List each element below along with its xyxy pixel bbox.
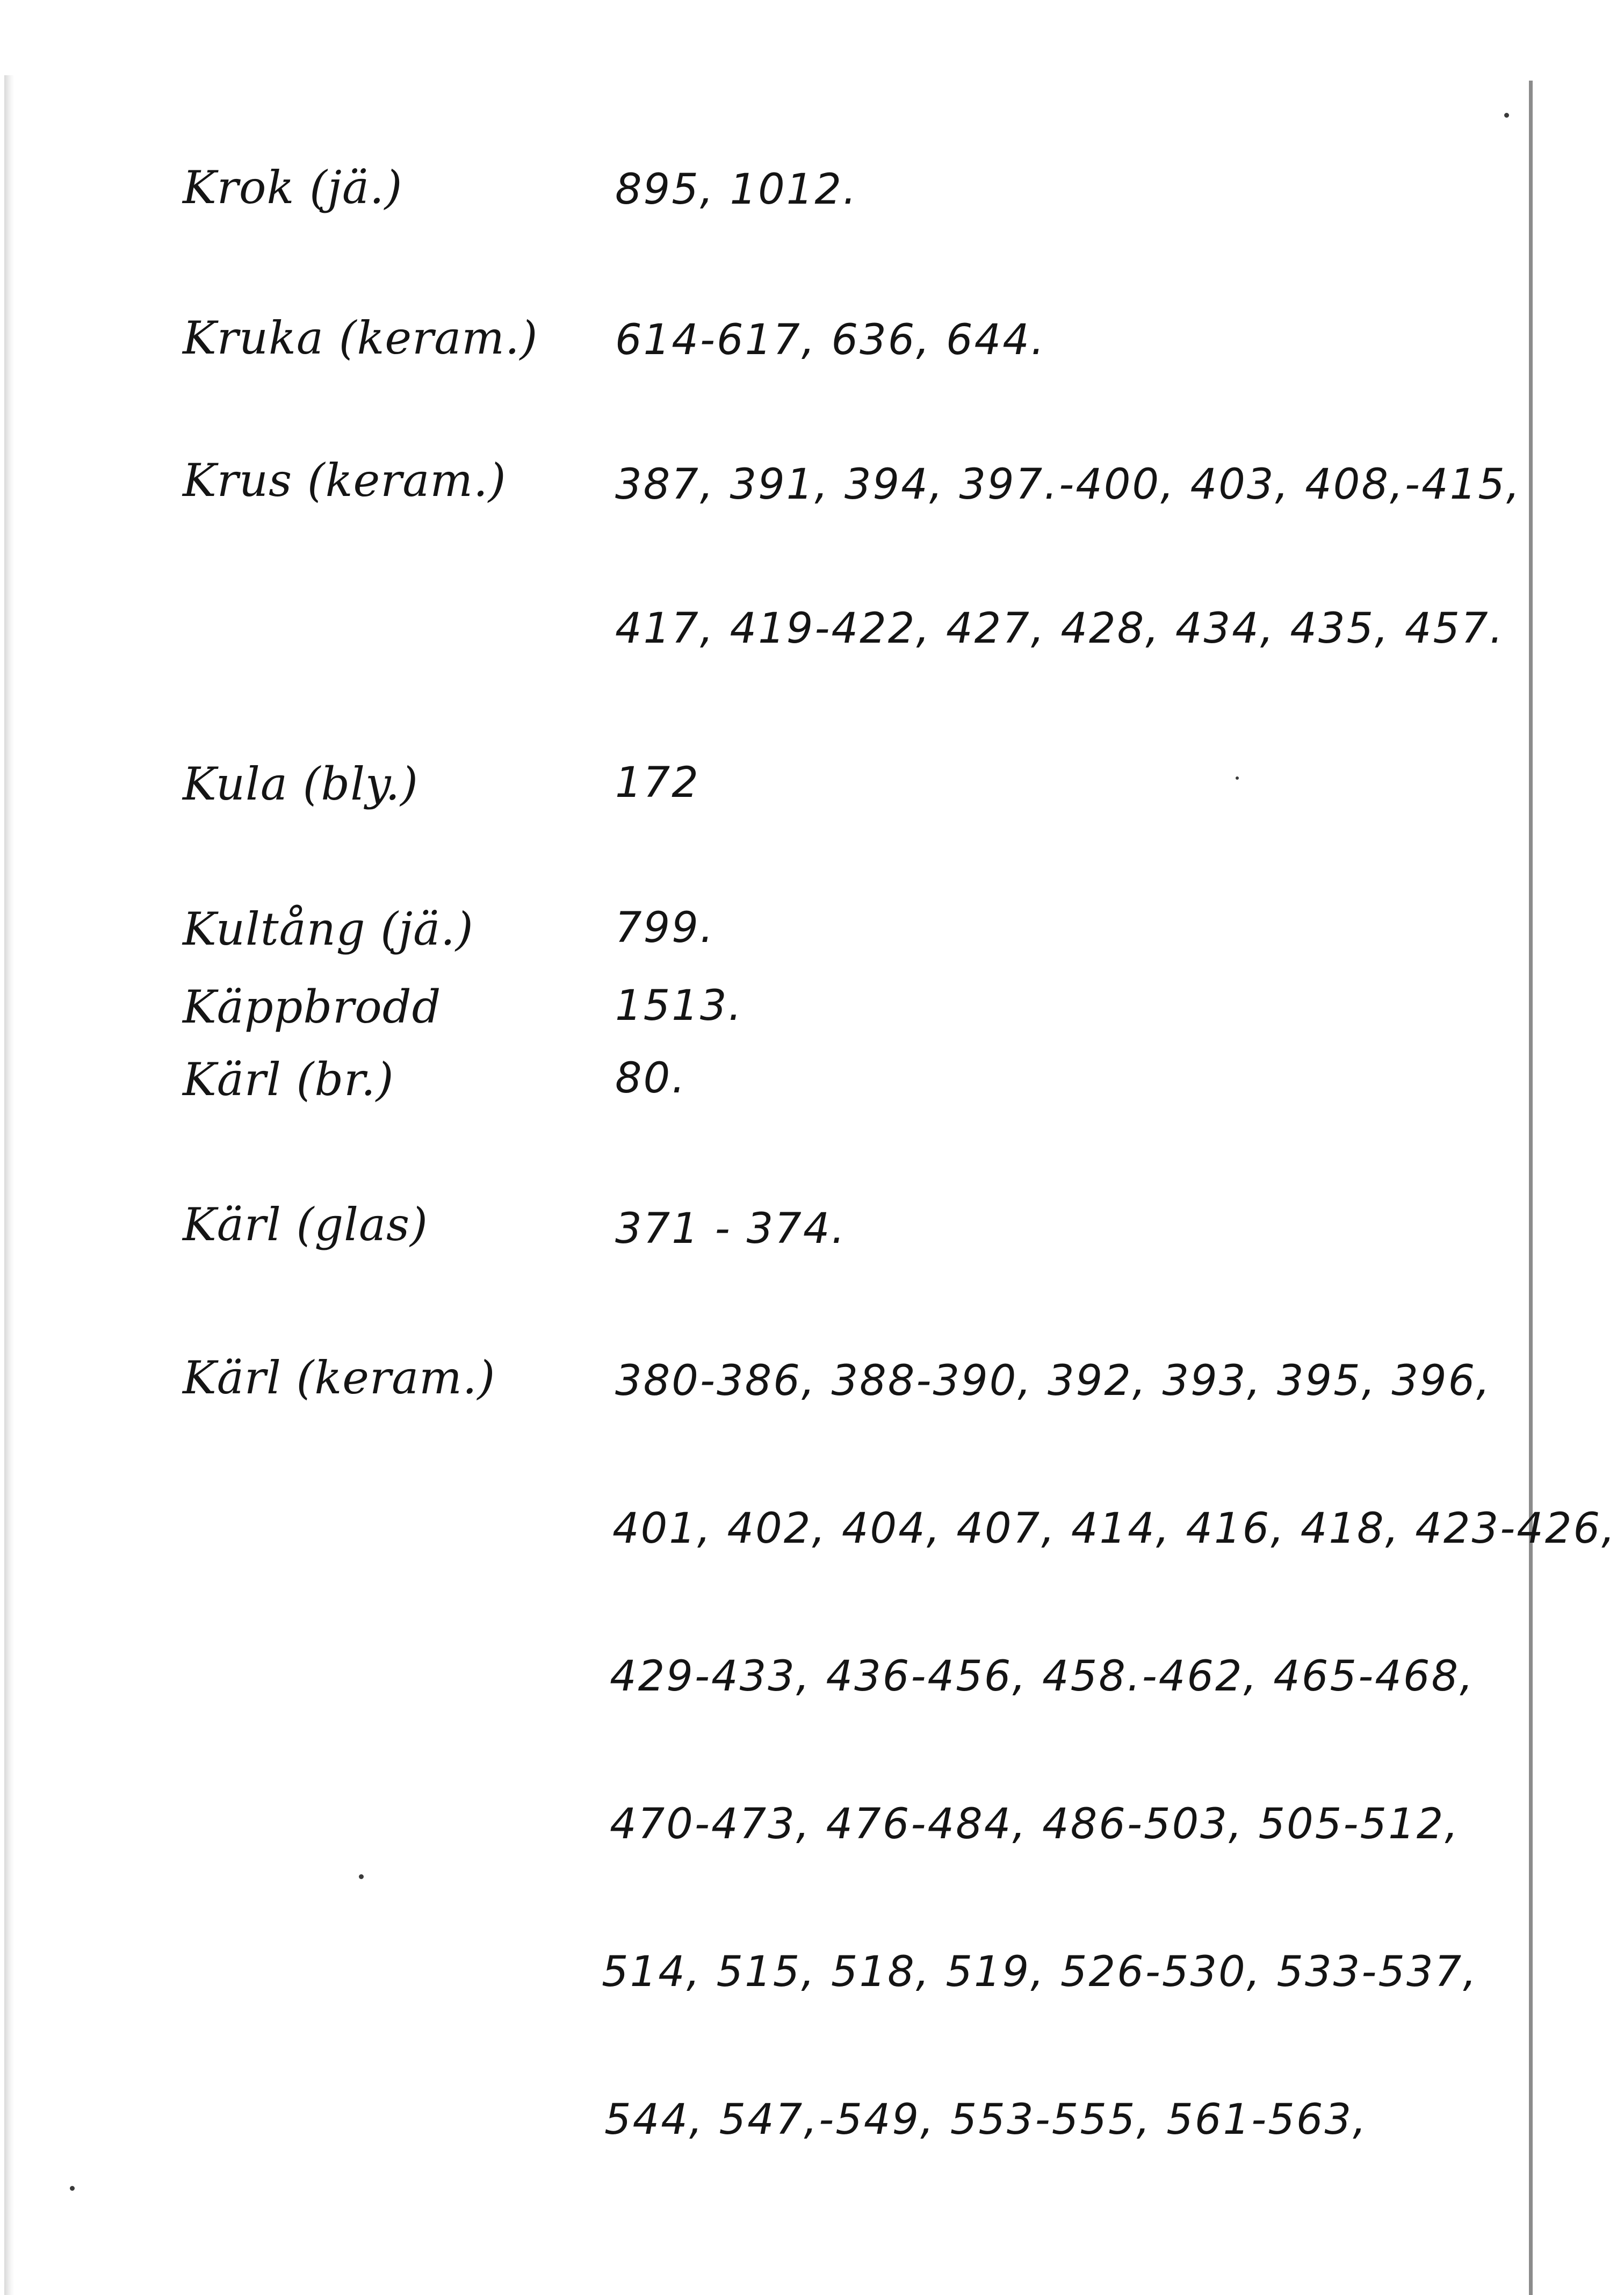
dust-speck — [1504, 113, 1509, 118]
entry-numbers: 1513. — [615, 982, 744, 1030]
entry-numbers-continued: 514, 515, 518, 519, 526-530, 533-537, — [602, 1948, 1478, 1996]
entry-term: Kultång (jä.) — [183, 903, 474, 955]
entry-numbers: 380-386, 388-390, 392, 393, 395, 396, — [615, 1357, 1492, 1405]
entry-numbers: 387, 391, 394, 397.-400, 403, 408,-415, — [615, 461, 1521, 509]
dust-speck — [1236, 776, 1239, 780]
entry-numbers-continued: 417, 419-422, 427, 428, 434, 435, 457. — [615, 605, 1505, 653]
entry-numbers: 371 - 374. — [615, 1205, 847, 1253]
entry-numbers-continued: 401, 402, 404, 407, 414, 416, 418, 423-426, — [612, 1505, 1616, 1553]
entry-term: Kärl (keram.) — [183, 1351, 496, 1404]
entry-numbers: 172 — [615, 759, 700, 807]
entry-term: Kruka (keram.) — [183, 312, 538, 364]
entry-numbers-continued: 470-473, 476-484, 486-503, 505-512, — [610, 1800, 1460, 1848]
page-right-edge-line — [1529, 81, 1533, 2295]
page-left-edge-shadow — [4, 75, 14, 2295]
entry-numbers: 799. — [615, 904, 715, 952]
entry-numbers: 614-617, 636, 644. — [615, 316, 1046, 364]
entry-numbers-continued: 429-433, 436-456, 458.-462, 465-468, — [610, 1652, 1475, 1701]
entry-term: Käppbrodd — [183, 981, 442, 1033]
entry-term: Krok (jä.) — [183, 161, 403, 214]
entry-term: Krus (keram.) — [183, 454, 507, 507]
entry-numbers-continued: 544, 547,-549, 553-555, 561-563, — [604, 2096, 1368, 2144]
entry-term: Kärl (br.) — [183, 1053, 394, 1106]
entry-numbers: 895, 1012. — [615, 166, 858, 214]
entry-numbers: 80. — [615, 1054, 687, 1103]
dust-speck — [359, 1874, 364, 1879]
dust-speck — [70, 2186, 75, 2191]
entry-term: Kärl (glas) — [183, 1198, 428, 1251]
entry-term: Kula (bly.) — [183, 758, 418, 810]
